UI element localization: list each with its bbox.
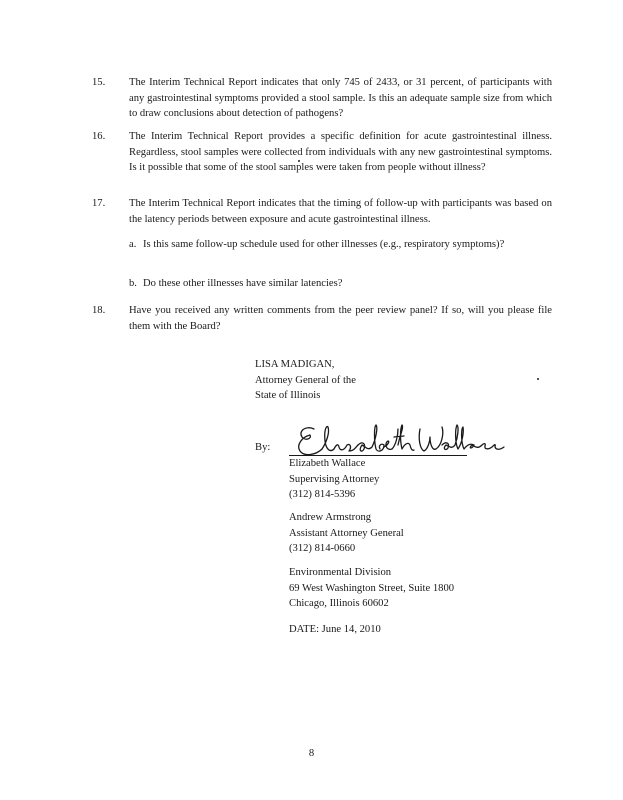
second-attorney-title: Assistant Attorney General (289, 527, 404, 539)
by-label: By: (255, 442, 271, 453)
division-address-line-1: 69 West Washington Street, Suite 1800 (289, 582, 455, 594)
date-line (289, 622, 381, 638)
question-number: 15. (92, 77, 106, 88)
signer-block (289, 456, 379, 503)
subitem-letter: b. (129, 278, 137, 289)
division-name: Environmental Division (289, 567, 392, 578)
signer-phone: (312) 814-5396 (289, 489, 356, 500)
question-text: The Interim Technical Report indicates that the timing of follow-up with participants was based on the latency periods between exposure and acute gastrointestinal illness. (129, 198, 552, 225)
attorney-general-block (255, 357, 356, 404)
attorney-general-state: State of Illinois (255, 390, 321, 401)
scan-speck (537, 378, 539, 380)
question-17-subitem-a (129, 237, 544, 253)
question-17-subitem-b (129, 276, 544, 292)
question-18 (92, 303, 552, 334)
signer-name: Elizabeth Wallace (289, 458, 366, 469)
question-17 (92, 196, 552, 227)
division-address-line-2: Chicago, Illinois 60602 (289, 598, 389, 609)
attorney-general-name: LISA MADIGAN, (255, 359, 335, 370)
question-number: 18. (92, 305, 106, 316)
attorney-general-title: Attorney General of the (255, 374, 356, 386)
scan-speck (298, 160, 300, 162)
question-number: 16. (92, 131, 106, 142)
subitem-text: Do these other illnesses have similar latencies? (143, 278, 343, 289)
signer-title: Supervising Attorney (289, 473, 380, 485)
second-attorney-name: Andrew Armstrong (289, 512, 372, 523)
second-attorney-phone: (312) 814-0660 (289, 543, 356, 554)
question-text: Have you received any written comments from the peer review panel? If so, will you please file them with the Board? (129, 305, 552, 332)
subitem-text: Is this same follow-up schedule used for other illnesses (e.g., respiratory symptoms)? (143, 239, 505, 250)
date-text: DATE: June 14, 2010 (289, 624, 381, 635)
page-number: 8 (308, 748, 315, 759)
division-block (289, 565, 454, 612)
subitem-letter: a. (129, 239, 137, 250)
question-16 (92, 129, 552, 176)
question-number: 17. (92, 198, 106, 209)
question-text: The Interim Technical Report indicates that only 745 of 2433, or 31 percent, of participants with any gastrointestinal symptoms provided a stool sample. Is this an adequate sample size from which to draw conclusions about detection of pathogens? (129, 77, 552, 119)
question-15 (92, 75, 552, 122)
question-text: The Interim Technical Report provides a specific definition for acute gastrointestinal illness. Regardless, stool samples were collected from individuals with any new gastrointestinal symptoms. Is it possible that some of the stool samples were taken from people without illness? (129, 131, 552, 173)
second-attorney-block (289, 510, 404, 557)
